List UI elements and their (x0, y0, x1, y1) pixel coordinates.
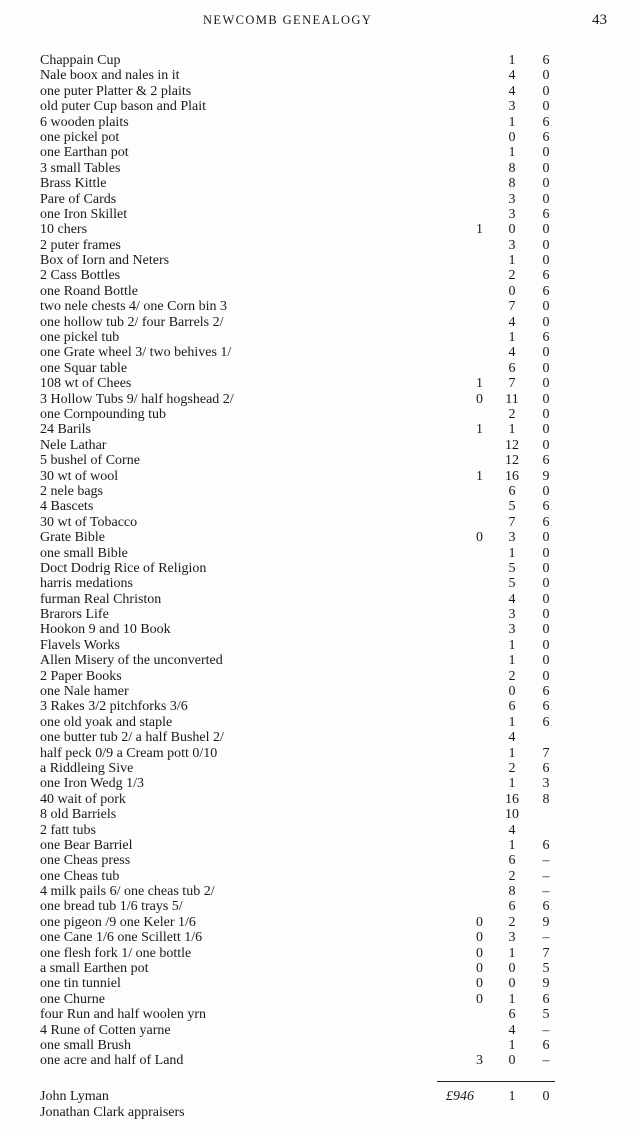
item-label: Brass Kittle (40, 176, 107, 192)
item-label: Grate Bible (40, 530, 105, 546)
ledger-row (0, 53, 640, 68)
pence-value: 0 (542, 422, 550, 438)
item-label: one acre and half of Land (40, 1053, 184, 1069)
item-label: Brarors Life (40, 607, 109, 623)
shillings-value: 6 (508, 899, 516, 915)
pence-value: 7 (542, 945, 550, 961)
ledger-row (0, 915, 640, 930)
shillings-value: 0 (508, 129, 516, 145)
pence-value: 9 (542, 914, 550, 930)
ledger-row (0, 807, 640, 822)
pence-value: 0 (542, 560, 550, 576)
shillings-value: 1 (508, 637, 516, 653)
shillings-value: 3 (508, 99, 516, 115)
pounds-value: 3 (476, 1053, 483, 1069)
shillings-value: 0 (508, 976, 516, 992)
shillings-value: 1 (508, 53, 516, 68)
item-label: Allen Misery of the unconverted (40, 653, 223, 669)
shillings-value: 4 (508, 345, 516, 361)
shillings-value: 7 (508, 299, 516, 315)
shillings-value: 1 (508, 114, 516, 130)
shillings-value: 5 (508, 560, 516, 576)
page-number: 43 (592, 12, 607, 28)
item-label: 40 wait of pork (40, 791, 126, 807)
ledger-row (0, 838, 640, 853)
shillings-value: 6 (508, 483, 516, 499)
item-label: Hookon 9 and 10 Book (40, 622, 171, 638)
item-label: 4 milk pails 6/ one cheas tub 2/ (40, 884, 215, 900)
shillings-value: 1 (508, 745, 516, 761)
pence-value: 6 (542, 714, 550, 730)
ledger-row (0, 469, 640, 484)
pence-value: 6 (542, 206, 550, 222)
shillings-value: 0 (508, 283, 516, 299)
ledger-row (0, 130, 640, 145)
ledger-row (0, 115, 640, 130)
ledger-row (0, 145, 640, 160)
shillings-value: 1 (508, 776, 516, 792)
shillings-value: 3 (508, 622, 516, 638)
ledger-row (0, 823, 640, 838)
ledger-row (0, 899, 640, 914)
pence-value: 3 (542, 776, 550, 792)
ledger-row (0, 68, 640, 83)
item-label: 3 small Tables (40, 160, 121, 176)
ledger-row (0, 669, 640, 684)
pounds-value: 0 (476, 976, 483, 992)
item-label: one Iron Skillet (40, 206, 128, 222)
pence-value: 0 (542, 483, 550, 499)
ledger-row (0, 530, 640, 545)
item-label: 2 puter frames (40, 237, 121, 253)
ledger-row (0, 407, 640, 422)
pence-value: 9 (542, 468, 550, 484)
ledger-row (0, 222, 640, 237)
pence-value: 0 (542, 345, 550, 361)
ledger-row (0, 976, 640, 991)
item-label: 3 Rakes 3/2 pitchforks 3/6 (40, 699, 188, 715)
ledger-row (0, 253, 640, 268)
shillings-value: 16 (505, 468, 519, 484)
shillings-value: 11 (505, 391, 519, 407)
item-label: 3 Hollow Tubs 9/ half hogshead 2/ (40, 391, 234, 407)
shillings-value: 1 (508, 991, 516, 1007)
pence-value: 0 (542, 160, 550, 176)
ledger-row (0, 1038, 640, 1053)
shillings-value: 1 (508, 714, 516, 730)
pounds-value: 1 (476, 468, 483, 484)
shillings-value: 0 (508, 961, 516, 977)
pence-value: 0 (542, 222, 550, 238)
pounds-value: 1 (476, 376, 483, 392)
item-label: Pare of Cards (40, 191, 117, 207)
item-label: one Earthan pot (40, 145, 129, 161)
pence-value: 0 (542, 191, 550, 207)
shillings-value: 1 (508, 422, 516, 438)
item-label: a Riddleing Sive (40, 760, 134, 776)
pounds-value: 0 (476, 961, 483, 977)
ledger-row (0, 961, 640, 976)
ledger-row (0, 776, 640, 791)
total-shillings: 1 (508, 1089, 516, 1104)
shillings-value: 8 (508, 160, 516, 176)
item-label: one tin tunniel (40, 976, 121, 992)
ledger-row (0, 653, 640, 668)
ledger-row (0, 176, 640, 191)
shillings-value: 1 (508, 145, 516, 161)
item-label: one Squar table (40, 360, 128, 376)
shillings-value: 2 (508, 760, 516, 776)
item-label: one Cheas tub (40, 868, 120, 884)
pence-value: 7 (542, 745, 550, 761)
ledger-row (0, 515, 640, 530)
item-label: 5 bushel of Corne (40, 453, 140, 469)
item-label: one Cornpounding tub (40, 406, 166, 422)
ledger-row (0, 330, 640, 345)
pence-value: 0 (542, 668, 550, 684)
ledger-row (0, 192, 640, 207)
pence-value: 6 (542, 837, 550, 853)
item-label: 2 Cass Bottles (40, 268, 121, 284)
ledger-row (0, 299, 640, 314)
shillings-value: 4 (508, 591, 516, 607)
item-label: 8 old Barriels (40, 807, 117, 823)
pence-value: 6 (542, 499, 550, 515)
item-label: harris medations (40, 576, 133, 592)
pence-value: 0 (542, 653, 550, 669)
item-label: one bread tub 1/6 trays 5/ (40, 899, 183, 915)
pence-value: 0 (542, 622, 550, 638)
item-label: Doct Dodrig Rice of Religion (40, 560, 207, 576)
ledger-row (0, 99, 640, 114)
pence-value: – (542, 884, 550, 900)
ledger-row (0, 1007, 640, 1022)
ledger-row (0, 1023, 640, 1038)
pence-value: 0 (542, 99, 550, 115)
shillings-value: 3 (508, 930, 516, 946)
item-label: 4 Rune of Cotten yarne (40, 1022, 171, 1038)
pence-value: 6 (542, 684, 550, 700)
shillings-value: 2 (508, 668, 516, 684)
appraiser-name: Jonathan Clark appraisers (40, 1104, 185, 1120)
pence-value: 6 (542, 129, 550, 145)
ledger-row (0, 761, 640, 776)
ledger-row (0, 315, 640, 330)
shillings-value: 4 (508, 822, 516, 838)
pence-value: 0 (542, 314, 550, 330)
pence-value: 6 (542, 899, 550, 915)
pence-value: 5 (542, 1007, 550, 1023)
shillings-value: 7 (508, 514, 516, 530)
item-label: furman Real Christon (40, 591, 162, 607)
item-label: Nele Lathar (40, 437, 107, 453)
pence-value: – (542, 930, 550, 946)
pence-value: 0 (542, 299, 550, 315)
item-label: Box of Iorn and Neters (40, 253, 170, 269)
item-label: half peck 0/9 a Cream pott 0/10 (40, 745, 218, 761)
item-label: one pigeon /9 one Keler 1/6 (40, 914, 196, 930)
pounds-value: 0 (476, 391, 483, 407)
pence-value: 6 (542, 760, 550, 776)
shillings-value: 0 (508, 684, 516, 700)
pence-value: 6 (542, 699, 550, 715)
item-label: 4 Bascets (40, 499, 94, 515)
shillings-value: 4 (508, 314, 516, 330)
shillings-value: 1 (508, 253, 516, 269)
ledger-row (0, 422, 640, 437)
item-label: one Churne (40, 991, 105, 1007)
pence-value: 6 (542, 514, 550, 530)
shillings-value: 4 (508, 68, 516, 84)
shillings-value: 2 (508, 868, 516, 884)
shillings-value: 6 (508, 360, 516, 376)
shillings-value: 3 (508, 191, 516, 207)
shillings-value: 6 (508, 1007, 516, 1023)
shillings-value: 4 (508, 730, 516, 746)
shillings-value: 6 (508, 853, 516, 869)
ledger-row (0, 869, 640, 884)
item-label: 2 Paper Books (40, 668, 122, 684)
shillings-value: 1 (508, 545, 516, 561)
item-label: one old yoak and staple (40, 714, 173, 730)
item-label: Nale boox and nales in it (40, 68, 180, 84)
shillings-value: 10 (505, 807, 519, 823)
total-pence: 0 (542, 1089, 550, 1104)
ledger-row (0, 730, 640, 745)
pence-value: 0 (542, 83, 550, 99)
pence-value: 0 (542, 545, 550, 561)
pounds-value: 0 (476, 991, 483, 1007)
shillings-value: 3 (508, 607, 516, 623)
item-label: one Cane 1/6 one Scillett 1/6 (40, 930, 203, 946)
ledger-row (0, 930, 640, 945)
pence-value: 6 (542, 330, 550, 346)
pounds-value: 1 (476, 222, 483, 238)
item-label: two nele chests 4/ one Corn bin 3 (40, 299, 228, 315)
pence-value: 0 (542, 637, 550, 653)
page-header (0, 13, 640, 33)
ledger-row (0, 207, 640, 222)
ledger-row (0, 546, 640, 561)
pence-value: 0 (542, 360, 550, 376)
shillings-value: 6 (508, 699, 516, 715)
shillings-value: 3 (508, 530, 516, 546)
item-label: 24 Barils (40, 422, 91, 438)
pence-value: 6 (542, 1038, 550, 1053)
item-label: one Bear Barriel (40, 837, 133, 853)
ledger-row (0, 84, 640, 99)
ledger-row (0, 622, 640, 637)
ledger-row (0, 715, 640, 730)
ledger-row (0, 884, 640, 899)
ledger-footer (0, 1089, 640, 1120)
total-pounds: £946 (446, 1089, 474, 1104)
ledger-row (0, 361, 640, 376)
item-label: 10 chers (40, 222, 88, 238)
shillings-value: 3 (508, 237, 516, 253)
item-label: one flesh fork 1/ one bottle (40, 945, 192, 961)
ledger-row (0, 268, 640, 283)
item-label: four Run and half woolen yrn (40, 1007, 207, 1023)
pence-value: 0 (542, 253, 550, 269)
ledger-row (0, 746, 640, 761)
shillings-value: 1 (508, 1038, 516, 1053)
ledger-row (0, 992, 640, 1007)
pence-value: 6 (542, 283, 550, 299)
ledger-row (0, 392, 640, 407)
ledger-row (0, 484, 640, 499)
shillings-value: 2 (508, 406, 516, 422)
pence-value: 0 (542, 437, 550, 453)
shillings-value: 1 (508, 653, 516, 669)
appraiser-name: John Lyman (40, 1089, 109, 1104)
shillings-value: 4 (508, 1022, 516, 1038)
shillings-value: 8 (508, 884, 516, 900)
shillings-value: 0 (508, 1053, 516, 1069)
shillings-value: 2 (508, 914, 516, 930)
pence-value: 0 (542, 176, 550, 192)
pence-value: 8 (542, 791, 550, 807)
shillings-value: 12 (505, 453, 519, 469)
ledger-row (0, 438, 640, 453)
ledger-row (0, 638, 640, 653)
pence-value: 0 (542, 391, 550, 407)
pence-value: 0 (542, 530, 550, 546)
pence-value: 0 (542, 145, 550, 161)
pence-value: – (542, 1022, 550, 1038)
shillings-value: 3 (508, 206, 516, 222)
item-label: one butter tub 2/ a half Bushel 2/ (40, 730, 224, 746)
item-label: one Cheas press (40, 853, 131, 869)
item-label: 2 fatt tubs (40, 822, 96, 838)
item-label: one Nale hamer (40, 684, 129, 700)
pence-value: 0 (542, 406, 550, 422)
pence-value: 0 (542, 591, 550, 607)
item-label: Flavels Works (40, 637, 120, 653)
ledger-row (0, 499, 640, 514)
shillings-value: 8 (508, 176, 516, 192)
shillings-value: 1 (508, 837, 516, 853)
shillings-value: 16 (505, 791, 519, 807)
item-label: one pickel pot (40, 129, 120, 145)
ledger-row (0, 607, 640, 622)
pounds-value: 1 (476, 422, 483, 438)
shillings-value: 1 (508, 945, 516, 961)
shillings-value: 2 (508, 268, 516, 284)
ledger-row (0, 1053, 640, 1068)
pence-value: – (542, 853, 550, 869)
pence-value: 0 (542, 376, 550, 392)
pounds-value: 0 (476, 914, 483, 930)
item-label: old puter Cup bason and Plait (40, 99, 207, 115)
item-label: 108 wt of Chees (40, 376, 132, 392)
pence-value: 6 (542, 991, 550, 1007)
item-label: 2 nele bags (40, 483, 103, 499)
pence-value: 0 (542, 576, 550, 592)
item-label: one Roand Bottle (40, 283, 138, 299)
item-label: a small Earthen pot (40, 961, 149, 977)
ledger-row (0, 684, 640, 699)
ledger-row (0, 792, 640, 807)
appraiser-row (0, 1105, 640, 1121)
shillings-value: 0 (508, 222, 516, 238)
shillings-value: 4 (508, 83, 516, 99)
pence-value: – (542, 868, 550, 884)
item-label: 30 wt of Tobacco (40, 514, 138, 530)
item-label: one puter Platter & 2 plaits (40, 83, 192, 99)
pence-value: 6 (542, 114, 550, 130)
ledger-row (0, 592, 640, 607)
shillings-value: 1 (508, 330, 516, 346)
ledger-row (0, 853, 640, 868)
ledger-row (0, 576, 640, 591)
pence-value: 0 (542, 237, 550, 253)
shillings-value: 12 (505, 437, 519, 453)
shillings-value: 5 (508, 499, 516, 515)
appraiser-row (0, 1089, 640, 1105)
item-label: 30 wt of wool (40, 468, 119, 484)
item-label: Chappain Cup (40, 53, 121, 68)
ledger-row (0, 345, 640, 360)
ledger-row (0, 946, 640, 961)
inventory-ledger (0, 53, 640, 1069)
shillings-value: 5 (508, 576, 516, 592)
pence-value: 6 (542, 53, 550, 68)
item-label: one small Brush (40, 1038, 131, 1053)
pence-value: 5 (542, 961, 550, 977)
pence-value: 0 (542, 68, 550, 84)
pounds-value: 0 (476, 930, 483, 946)
pence-value: 0 (542, 607, 550, 623)
item-label: one Grate wheel 3/ two behives 1/ (40, 345, 232, 361)
ledger-row (0, 284, 640, 299)
pounds-value: 0 (476, 530, 483, 546)
pence-value: 6 (542, 268, 550, 284)
item-label: one small Bible (40, 545, 128, 561)
pence-value: 9 (542, 976, 550, 992)
item-label: 6 wooden plaits (40, 114, 129, 130)
ledger-row (0, 376, 640, 391)
item-label: one Iron Wedg 1/3 (40, 776, 144, 792)
running-head: NEWCOMB GENEALOGY (203, 13, 373, 27)
item-label: one hollow tub 2/ four Barrels 2/ (40, 314, 224, 330)
item-label: one pickel tub (40, 330, 120, 346)
pence-value: – (542, 1053, 550, 1069)
pounds-value: 0 (476, 945, 483, 961)
ledger-row (0, 699, 640, 714)
total-rule (437, 1081, 555, 1082)
shillings-value: 7 (508, 376, 516, 392)
ledger-row (0, 561, 640, 576)
ledger-row (0, 453, 640, 468)
pence-value: 6 (542, 453, 550, 469)
ledger-row (0, 161, 640, 176)
ledger-row (0, 238, 640, 253)
